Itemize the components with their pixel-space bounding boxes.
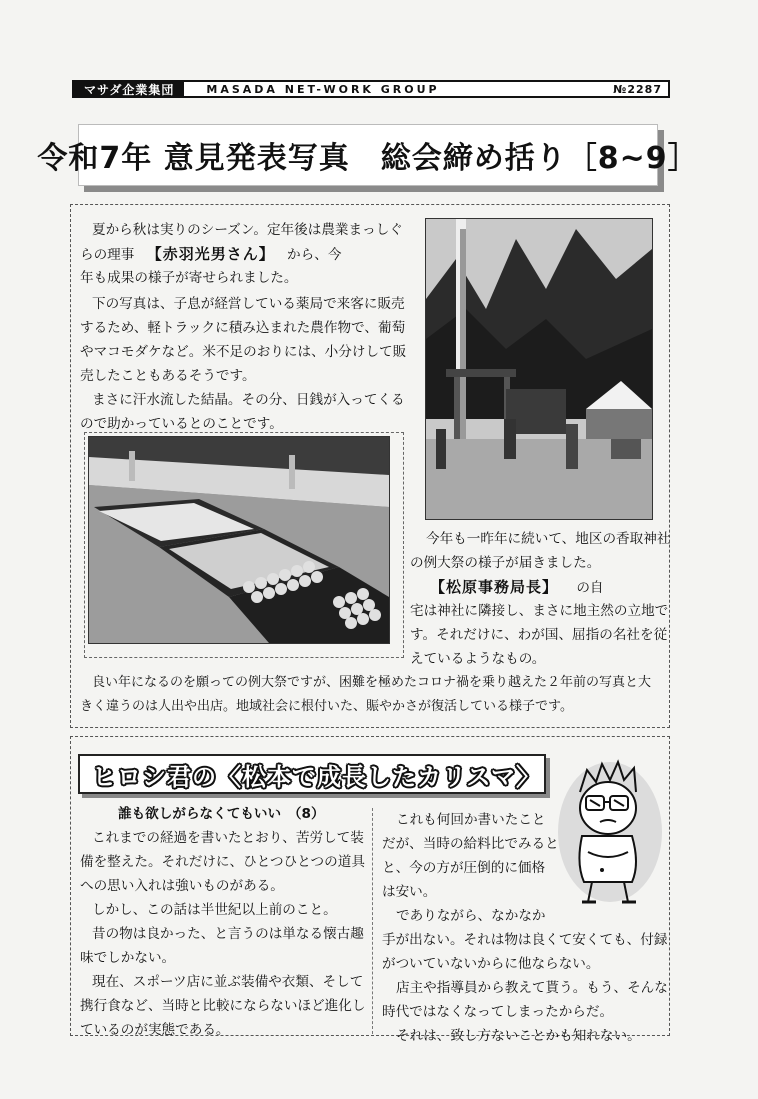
col-left-line-9: ているのが実態である。 (80, 1022, 230, 1038)
para2-line-3: やマコモダケなど。米不足のおりには、小分けして販 (80, 344, 407, 360)
person-name-akabane: 【赤羽光男さん】 (146, 245, 275, 263)
cartoon-character (552, 752, 662, 912)
col-left-line-7: 現在、スポーツ店に並ぶ装備や衣類、そして (92, 974, 364, 990)
col-right-line-8: 店主や指導員から教えて貰う。もう、そんな (396, 980, 668, 996)
masthead (72, 80, 670, 98)
page-title: 令和7年 意見発表写真 総会締め括り［8~9］ (37, 141, 699, 176)
column-banner (78, 754, 546, 794)
group-name-jp: マサダ企業集団 (74, 82, 184, 96)
col-right-line-6: 手が出ない。それは物は良くて安くても、付録 (382, 932, 668, 948)
right-line-2: の例大祭の様子が届きました。 (410, 555, 601, 571)
photo-shrine-festival (425, 218, 653, 520)
col-left-line-8: 携行食など、当時と比較にならないほど進化し (80, 998, 366, 1014)
shrine-festival-image (426, 219, 652, 519)
col-right-line-3: と、今の方が圧倒的に価格 (382, 860, 546, 876)
col-right-line-10: それは、致し方ないことかも知れない。 (396, 1028, 641, 1044)
intro-line-1: 夏から秋は実りのシーズン。定年後は農業まっしぐ (92, 222, 403, 238)
truck-produce-image (89, 437, 389, 643)
col-left-line-1: これまでの経過を書いたとおり、苦労して装 (92, 830, 364, 846)
photo-truck-produce (88, 436, 390, 644)
para2-line-2: するため、軽トラックに積み込まれた農作物で、葡萄 (80, 320, 406, 336)
col-left-line-6: 味でしかない。 (80, 950, 176, 966)
right-line-3: 【松原事務局長】 の自 (430, 578, 604, 596)
col-right-line-1: これも何回か書いたこと (396, 812, 546, 828)
intro-line-2: らの理事 【赤羽光男さん】 から、今 (80, 245, 342, 263)
para3-line-2: ので助かっているとのことです。 (80, 416, 283, 432)
issue-number: №2287 (613, 82, 662, 96)
right-line-4: 宅は神社に隣接し、まさに地主然の立地で (410, 603, 669, 619)
right-line-5: す。それだけに、わが国、屈指の名社を従 (410, 627, 668, 643)
col-right-line-5: でありながら、なかなか (396, 908, 546, 924)
intro-line-3: 年も成果の様子が寄せられました。 (80, 270, 298, 286)
col-left-line-5: 昔の物は良かった、と言うのは単なる懐古趣 (92, 926, 364, 942)
col-left-line-3: への思い入れは強いものがある。 (80, 878, 284, 894)
cartoon-boy-illustration (552, 752, 662, 912)
col-right-line-2: だが、当時の給料比でみると (382, 836, 559, 852)
right-line-6: えているようなもの。 (410, 651, 546, 667)
col-left-line-4: しかし、この話は半世紀以上前のこと。 (92, 902, 337, 918)
col-right-line-9: 時代ではなくなってしまったからだ。 (382, 1004, 614, 1020)
title-banner (37, 124, 699, 186)
group-name-en: MASADA NET-WORK GROUP (206, 82, 440, 96)
right-line-1: 今年も一昨年に続いて、地区の香取神社 (426, 531, 671, 547)
column-title: ヒロシ君の〈松本で成長したカリスマ〉 (92, 762, 542, 791)
col-right-line-4: は安い。 (382, 884, 437, 900)
person-name-matsubara: 【松原事務局長】 (430, 578, 559, 596)
para3-line-1: まさに汗水流した結晶。その分、日銭が入ってくる (92, 392, 405, 408)
para2-line-1: 下の写真は、子息が経営している薬局で来客に販売 (92, 296, 405, 312)
column-subtitle: 誰も欲しがらなくてもいい （8） (118, 806, 325, 822)
para2-line-4: 売したこともあるそうです。 (80, 368, 256, 384)
bottom-line-1: 良い年になるのを願っての例大祭ですが、困難を極めたコロナ禍を乗り越えた２年前の写真と大 (92, 675, 652, 690)
bottom-line-2: きく違うのは人出や出店。地域社会に根付いた、賑やかさが復活している様子です。 (80, 699, 573, 714)
col-right-line-7: がついていないからに他ならない。 (382, 956, 600, 972)
column-divider (372, 808, 373, 1034)
col-left-line-2: 備を整えた。それだけに、ひとつひとつの道具 (80, 854, 365, 870)
